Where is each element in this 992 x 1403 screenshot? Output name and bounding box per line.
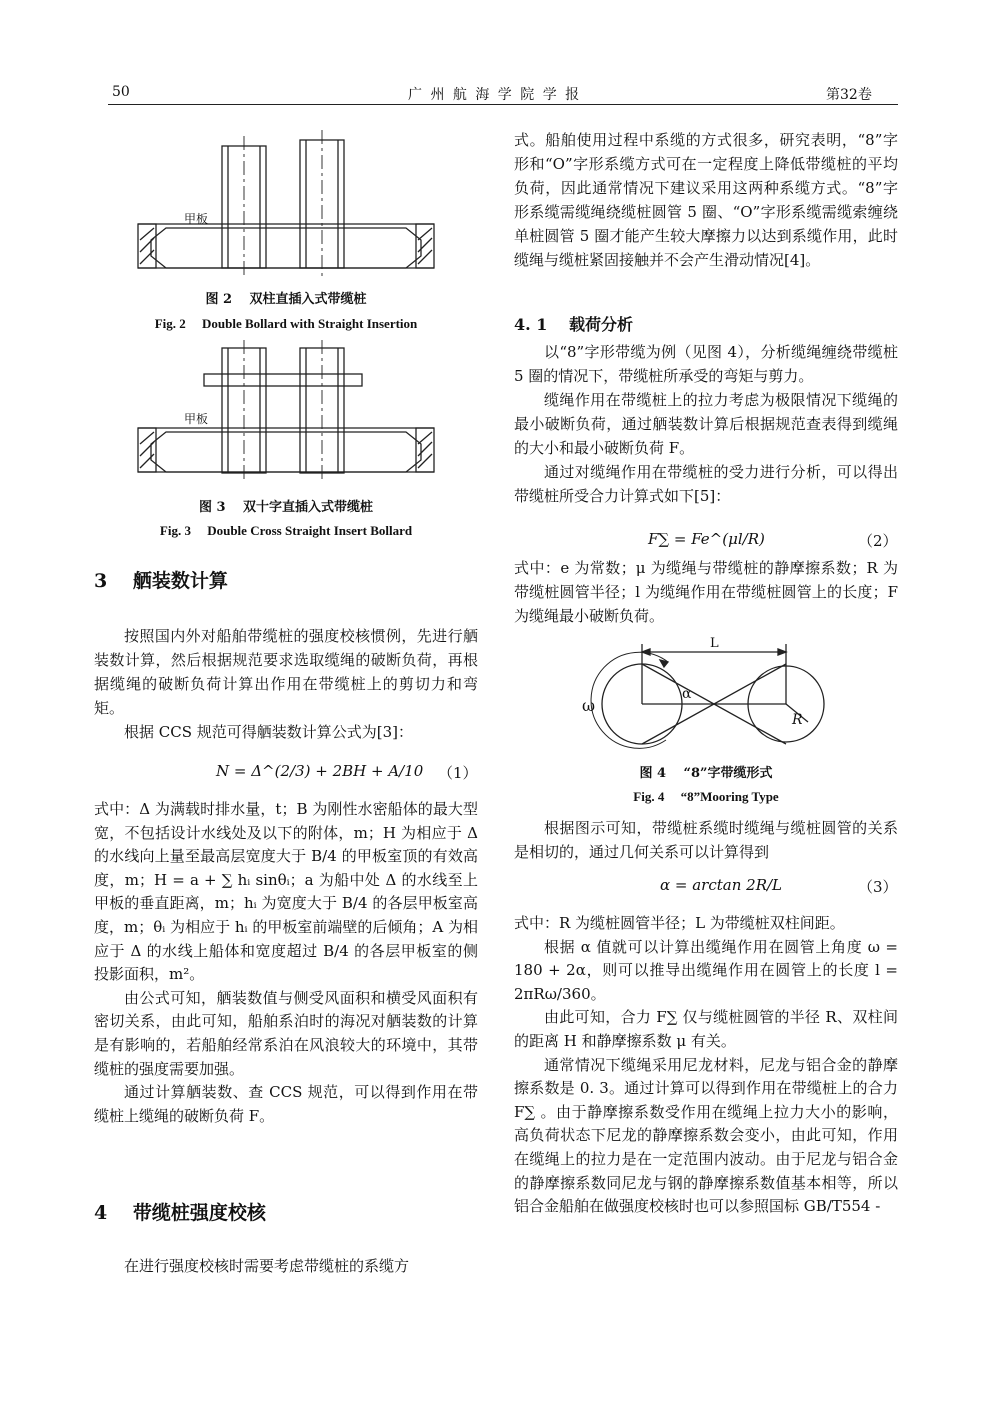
figure-3-drawing xyxy=(136,338,436,483)
right-paragraph-3: 缆绳作用在带缆桩上的拉力考虑为极限情况下缆绳的最小破断负荷，通过舾装数计算后根据规范查表得到缆绳的大小和最小破断负荷 F。 xyxy=(514,391,898,457)
equation-1-number: （1） xyxy=(438,764,478,782)
right-paragraph-7: 式中：R 为缆桩圆管半径；L 为带缆桩双柱间距。 xyxy=(514,914,845,932)
left-paragraph-6: 在进行强度校核时需要考虑带缆桩的系缆方 xyxy=(124,1257,410,1275)
right-paragraph-4: 通过对缆绳作用在带缆桩的受力进行分析，可以得出带缆桩所受合力计算式如下[5]： xyxy=(514,463,898,505)
equation-3-number: （3） xyxy=(858,878,898,896)
fig4-caption-zh: 图 4 “8”字带缆形式 xyxy=(639,766,773,781)
left-paragraph-5: 通过计算舾装数、查 CCS 规范，可以得到作用在带缆桩上缆绳的破断负荷 F。 xyxy=(94,1083,478,1125)
fig2-caption-zh: 图 2 双柱直插入式带缆桩 xyxy=(205,292,367,307)
figure-2-drawing xyxy=(136,128,436,278)
left-paragraph-3: 式中：Δ 为满载时排水量，t；B 为刚性水密船体的最大型宽，不包括设计水线处及以下的附体，m；H 为相应于 Δ 的水线向上量至最高层宽度大于 B/4 的甲板室顶的有效高度，m；H = a + ∑ hᵢ sinθᵢ；a 为船中处 Δ 的水线至上甲板的垂直距离，m；hᵢ 为宽度大于 B/4 的各层甲板室高度，m；θᵢ 为相应于 hᵢ 的甲板室前端壁的后倾角；A 为相应于 Δ 的水线上船体和宽度超过 B/4 的各层甲板室的侧投影面积，m²。 xyxy=(94,800,478,984)
equation-3: α = arctan 2R/L xyxy=(660,876,782,894)
fig3-deck-label: 甲板 xyxy=(184,412,209,426)
page-number: 50 xyxy=(112,84,130,100)
section-3-title: 3 舾装数计算 xyxy=(94,570,228,592)
fig2-deck-label: 甲板 xyxy=(184,212,209,226)
fig2-caption-en: Fig. 2 Double Bollard with Straight Insertion xyxy=(154,316,418,331)
header-rule xyxy=(108,104,898,105)
fig4-label-R: R xyxy=(792,712,803,728)
fig4-label-omega: ω xyxy=(582,696,596,715)
fig3-caption-en: Fig. 3 Double Cross Straight Insert Bollard xyxy=(159,523,413,538)
equation-1: N = Δ^(2/3) + 2BH + A/10 xyxy=(216,762,424,780)
figure-4-drawing xyxy=(576,636,836,756)
right-paragraph-5: 式中：e 为常数；μ 为缆绳与带缆桩的静摩擦系数；R 为带缆桩圆管半径；l 为缆绳作用在带缆桩圆管上的长度；F 为缆绳最小破断负荷。 xyxy=(514,559,898,625)
fig4-label-L: L xyxy=(710,636,719,651)
right-paragraph-6: 根据图示可知，带缆桩系缆时缆绳与缆桩圆管的关系是相切的，通过几何关系可以计算得到 xyxy=(514,819,898,861)
right-paragraph-2: 以“8”字形带缆为例（见图 4），分析缆绳缠绕带缆桩 5 圈的情况下，带缆桩所承受的弯矩与剪力。 xyxy=(514,343,898,385)
section-4-1-title: 4. 1 载荷分析 xyxy=(514,315,633,334)
equation-2-number: （2） xyxy=(858,532,898,550)
volume-label: 第32卷 xyxy=(826,87,872,103)
fig4-label-alpha: α xyxy=(682,686,692,702)
left-paragraph-2: 根据 CCS 规范可得舾装数计算公式为[3]： xyxy=(124,723,414,741)
fig3-caption-zh: 图 3 双十字直插入式带缆桩 xyxy=(198,500,374,515)
right-paragraph-10: 通常情况下缆绳采用尼龙材料，尼龙与铝合金的静摩擦系数是 0. 3。通过计算可以得到作用在带缆桩上的合力 F∑ 。由于静摩擦系数受作用在缆绳上拉力大小的影响，高负荷状态下尼龙的静摩擦系数会变小，由此可知，作用在缆绳上的拉力是在一定范围内波动。由于尼龙与铝合金的静摩擦系数同尼龙与钢的静摩擦系数值基本相等，所以铝合金船舶在做强度校核时也可以参照国标 GB/T554 - xyxy=(514,1055,898,1216)
left-paragraph-1: 按照国内外对船舶带缆桩的强度校核惯例，先进行舾装数计算，然后根据规范要求选取缆绳的破断负荷，再根据缆绳的破断负荷计算出作用在带缆桩上的剪切力和弯矩。 xyxy=(94,627,478,717)
right-paragraph-1: 式。船舶使用过程中系缆的方式很多，研究表明，“8”字形和“O”字形系缆方式可在一定程度上降低带缆桩的平均负荷，因此通常情况下建议采用这两种系缆方式。“8”字形系缆需缆绳绕缆桩圆管 5 圈、“O”字形系缆需缆索缠绕单桩圆管 5 圈才能产生较大摩擦力以达到系缆作用，此时缆绳与缆桩紧固接触并不会产生滑动情况[4]。 xyxy=(514,131,898,269)
section-4-title: 4 带缆桩强度校核 xyxy=(94,1202,266,1224)
right-paragraph-8: 根据 α 值就可以计算出缆绳作用在圆管上角度 ω = 180 + 2α，则可以推导出缆绳作用在圆管上的长度 l = 2πRω/360。 xyxy=(514,937,898,1003)
right-paragraph-9: 由此可知，合力 F∑ 仅与缆桩圆管的半径 R、双柱间的距离 H 和静摩擦系数 μ 有关。 xyxy=(514,1008,898,1050)
left-paragraph-4: 由公式可知，舾装数值与侧受风面积和横受风面积有密切关系，由此可知，船舶系泊时的海况对舾装数的计算是有影响的，若船舶经常系泊在风浪较大的环境中，其带缆桩的强度需要加强。 xyxy=(94,988,478,1078)
equation-2: F∑ = Fe^(μl/R) xyxy=(648,530,765,548)
journal-title: 广 州 航 海 学 院 学 报 xyxy=(408,87,582,103)
fig4-caption-en: Fig. 4 “8”Mooring Type xyxy=(633,789,779,804)
